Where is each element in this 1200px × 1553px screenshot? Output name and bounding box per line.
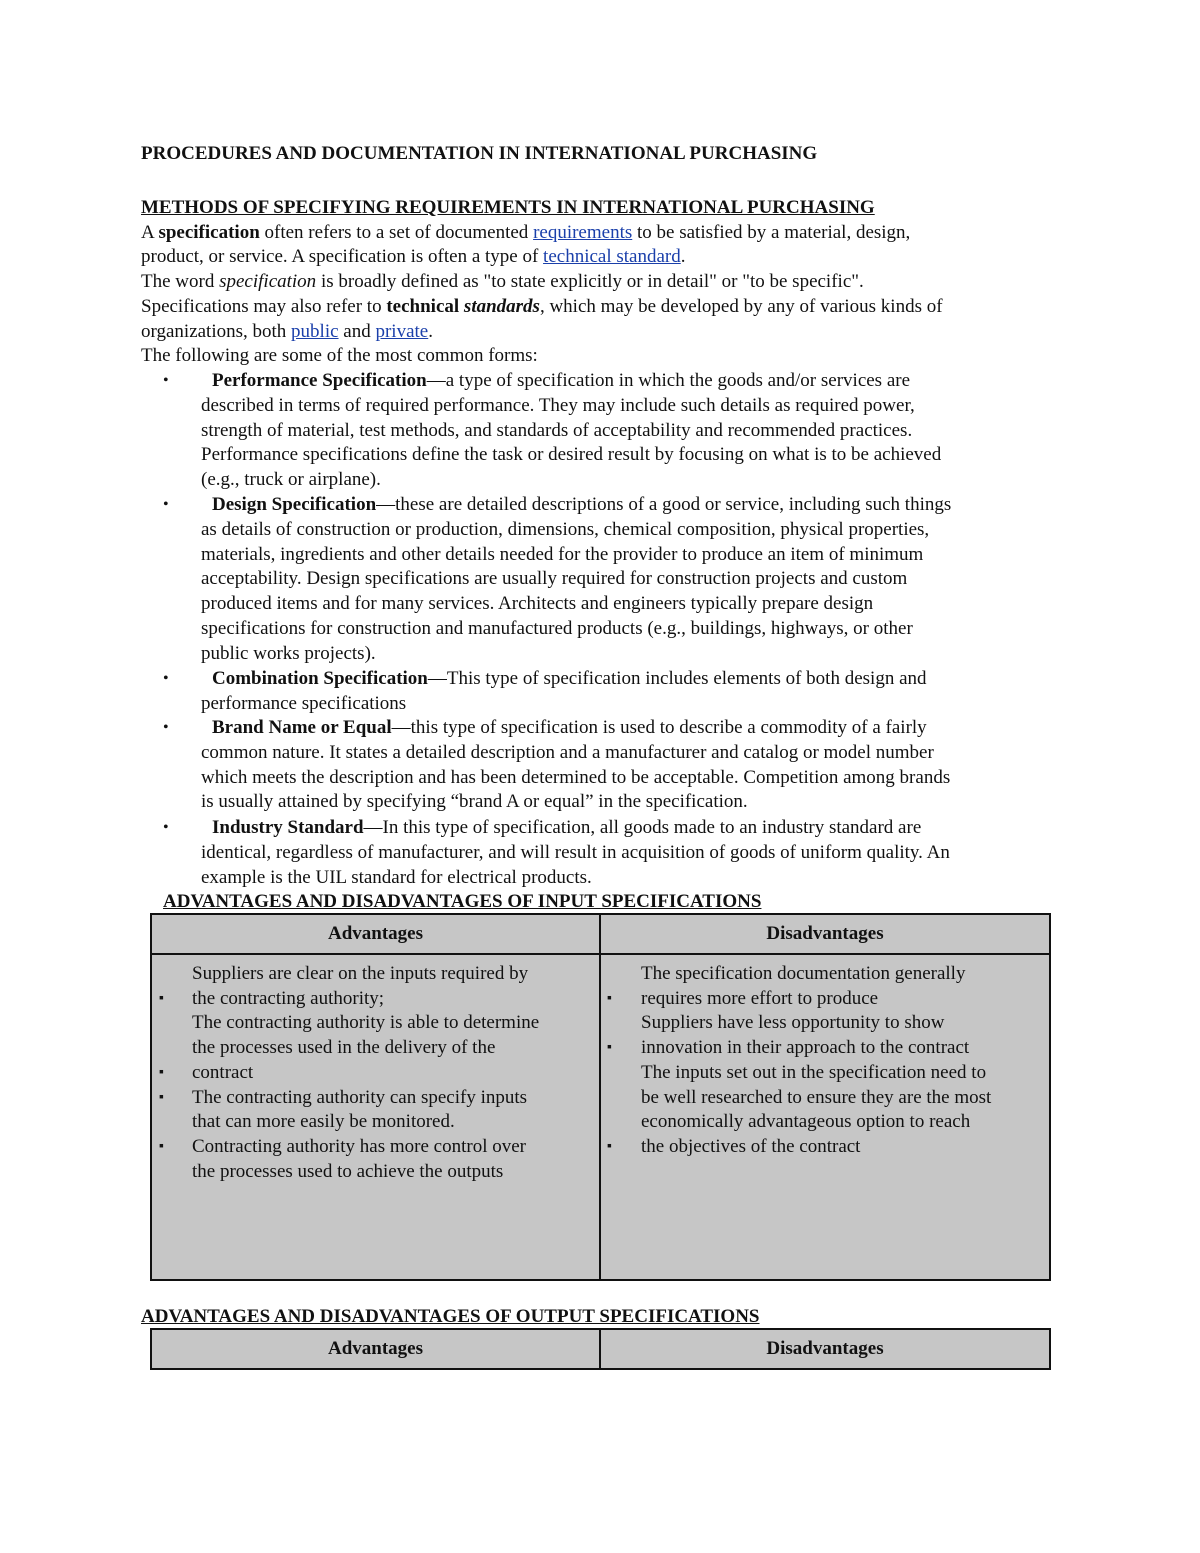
form-line [201, 518, 929, 542]
output-col-disadvantages: Disadvantages [766, 1338, 884, 1359]
square-bullet-icon: ▪ [159, 1064, 164, 1080]
form-text: described in terms of required performance. They may include such details as required power, [201, 394, 915, 416]
form-line [201, 642, 376, 666]
form-text: —these are detailed descriptions of a good or service, including such things [376, 494, 952, 515]
form-line [201, 443, 941, 467]
form-text: materials, ingredients and other details needed for the provider to produce an item of minimum [201, 543, 924, 565]
form-line [201, 790, 748, 814]
form-text: common nature. It states a detailed description and a manufacturer and catalog or model number [201, 741, 934, 763]
form-text: which meets the description and has been determined to be acceptable. Competition among brands [201, 766, 951, 788]
form-term: Industry Standard [212, 817, 364, 838]
cell-text-line: Suppliers are clear on the inputs required by [192, 963, 529, 984]
cell-text-line: be well researched to ensure they are the most [641, 1086, 992, 1108]
cell-text-line: The specification documentation generally [641, 963, 966, 984]
cell-text-line: Suppliers have less opportunity to show [641, 1012, 945, 1034]
form-text: (e.g., truck or airplane). [201, 469, 381, 491]
form-term: Performance Specification [212, 370, 427, 391]
form-line [201, 866, 592, 890]
input-col-disadvantages: Disadvantages [766, 923, 884, 944]
form-text: example is the UIL standard for electrical products. [201, 866, 592, 888]
text: to be satisfied by a material, design, [632, 222, 911, 243]
cell-text-line: The contracting authority can specify inputs [192, 1086, 528, 1108]
link-technical-standard[interactable]: technical standard [543, 246, 681, 267]
form-line [212, 493, 951, 517]
text: and [338, 321, 376, 342]
square-bullet-icon: ▪ [607, 990, 612, 1006]
form-line [212, 369, 910, 393]
link-private[interactable]: private [375, 321, 429, 342]
form-text: as details of construction or production, dimensions, chemical composition, physical properties, [201, 518, 930, 540]
term-standards: standards [463, 296, 540, 317]
text: often refers to a set of documented [259, 222, 534, 243]
form-term: Combination Specification [212, 668, 428, 689]
bullet-icon: • [163, 372, 169, 389]
input-spec-table [150, 913, 1051, 1281]
intro-line-6: The following are some of the most common forms: [141, 345, 538, 366]
term-technical: technical [386, 296, 464, 317]
square-bullet-icon: ▪ [607, 1138, 612, 1154]
text: Specifications may also refer to [141, 296, 387, 317]
cell-text-line: contract [192, 1061, 254, 1083]
intro-line-1 [141, 221, 1061, 245]
form-line [201, 741, 934, 765]
square-bullet-icon: ▪ [159, 1089, 164, 1105]
text: The word [141, 271, 220, 292]
form-line [201, 543, 923, 567]
form-text: performance specifications [201, 692, 407, 714]
intro-line-3 [141, 270, 1061, 294]
document-title: PROCEDURES AND DOCUMENTATION IN INTERNATIONAL PURCHASING [141, 143, 818, 164]
form-line [201, 468, 381, 492]
cell-text-line: that can more easily be monitored. [192, 1111, 455, 1133]
table-header-divider [152, 953, 1049, 955]
form-line [201, 394, 915, 418]
form-line [201, 841, 950, 865]
output-col-advantages: Advantages [327, 1338, 423, 1359]
text: A [141, 222, 159, 243]
form-text: —This type of specification includes elements of both design and [427, 668, 927, 689]
text: . [680, 246, 686, 267]
form-text: Performance specifications define the task or desired result by focusing on what is to be achieved [201, 444, 942, 466]
section-heading-methods: METHODS OF SPECIFYING REQUIREMENTS IN INTERNATIONAL PURCHASING [141, 197, 875, 218]
form-text: is usually attained by specifying “brand A or equal” in the specification. [201, 791, 748, 813]
cell-text-line: The inputs set out in the specification need to [641, 1061, 987, 1083]
square-bullet-icon: ▪ [607, 1040, 612, 1056]
cell-text-line: the contracting authority; [192, 987, 385, 1009]
cell-text-line: the processes used to achieve the outputs [192, 1160, 504, 1182]
intro-line-4 [141, 295, 1061, 319]
input-spec-heading: ADVANTAGES AND DISADVANTAGES OF INPUT SPECIFICATIONS [163, 891, 762, 912]
term-specification-italic: specification [219, 271, 317, 292]
text: organizations, both [141, 321, 292, 342]
form-text: specifications for construction and manufactured products (e.g., buildings, highways, or other [201, 618, 913, 639]
bullet-icon: • [163, 819, 169, 836]
form-line [201, 592, 873, 616]
square-bullet-icon: ▪ [159, 1138, 164, 1154]
intro-line-2 [141, 245, 1061, 269]
bullet-icon: • [163, 496, 169, 513]
output-spec-table [150, 1328, 1051, 1370]
form-text: produced items and for many services. Architects and engineers typically prepare design [201, 593, 874, 615]
cell-text-line: innovation in their approach to the contract [641, 1037, 970, 1059]
text: , which may be developed by any of various kinds of [539, 296, 943, 317]
form-text: —this type of specification is used to describe a commodity of a fairly [391, 717, 927, 738]
term-specification: specification [158, 222, 260, 243]
form-line [201, 692, 406, 716]
cell-text-line: the processes used in the delivery of the [192, 1037, 496, 1059]
form-line [212, 816, 921, 840]
bullet-icon: • [163, 719, 169, 736]
form-line [212, 716, 927, 740]
form-text: strength of material, test methods, and standards of acceptability and recommended practices. [201, 419, 913, 441]
form-text: acceptability. Design specifications are usually required for construction projects and custom [201, 568, 908, 590]
text: . [428, 321, 433, 342]
form-line [212, 667, 927, 691]
form-text: public works projects). [201, 642, 376, 664]
cell-text-line: requires more effort to produce [641, 987, 879, 1009]
intro-line-5 [141, 320, 1061, 344]
bullet-icon: • [163, 670, 169, 687]
text: product, or service. A specification is often a type of [141, 246, 544, 267]
cell-text-line: Contracting authority has more control over [192, 1135, 526, 1157]
form-line [201, 419, 912, 443]
form-term: Brand Name or Equal [212, 717, 392, 738]
form-line [201, 567, 907, 591]
form-text: identical, regardless of manufacturer, and will result in acquisition of goods of uniform quality. An [201, 841, 950, 863]
form-text: —In this type of specification, all goods made to an industry standard are [363, 817, 922, 838]
cell-text-line: economically advantageous option to reach [641, 1111, 971, 1133]
form-term: Design Specification [212, 494, 377, 515]
form-line [201, 617, 913, 641]
cell-text-line: The contracting authority is able to determine [192, 1012, 540, 1034]
square-bullet-icon: ▪ [159, 990, 164, 1006]
form-text: —a type of specification in which the goods and/or services are [426, 370, 911, 391]
input-col-advantages: Advantages [327, 923, 423, 944]
form-line [201, 766, 950, 790]
link-requirements[interactable]: requirements [533, 222, 633, 243]
cell-text-line: the objectives of the contract [641, 1135, 861, 1157]
output-spec-heading: ADVANTAGES AND DISADVANTAGES OF OUTPUT SPECIFICATIONS [141, 1306, 760, 1327]
link-public[interactable]: public [291, 321, 339, 342]
text: is broadly defined as "to state explicitly or in detail" or "to be specific". [316, 271, 864, 292]
table-divider [599, 915, 601, 1279]
